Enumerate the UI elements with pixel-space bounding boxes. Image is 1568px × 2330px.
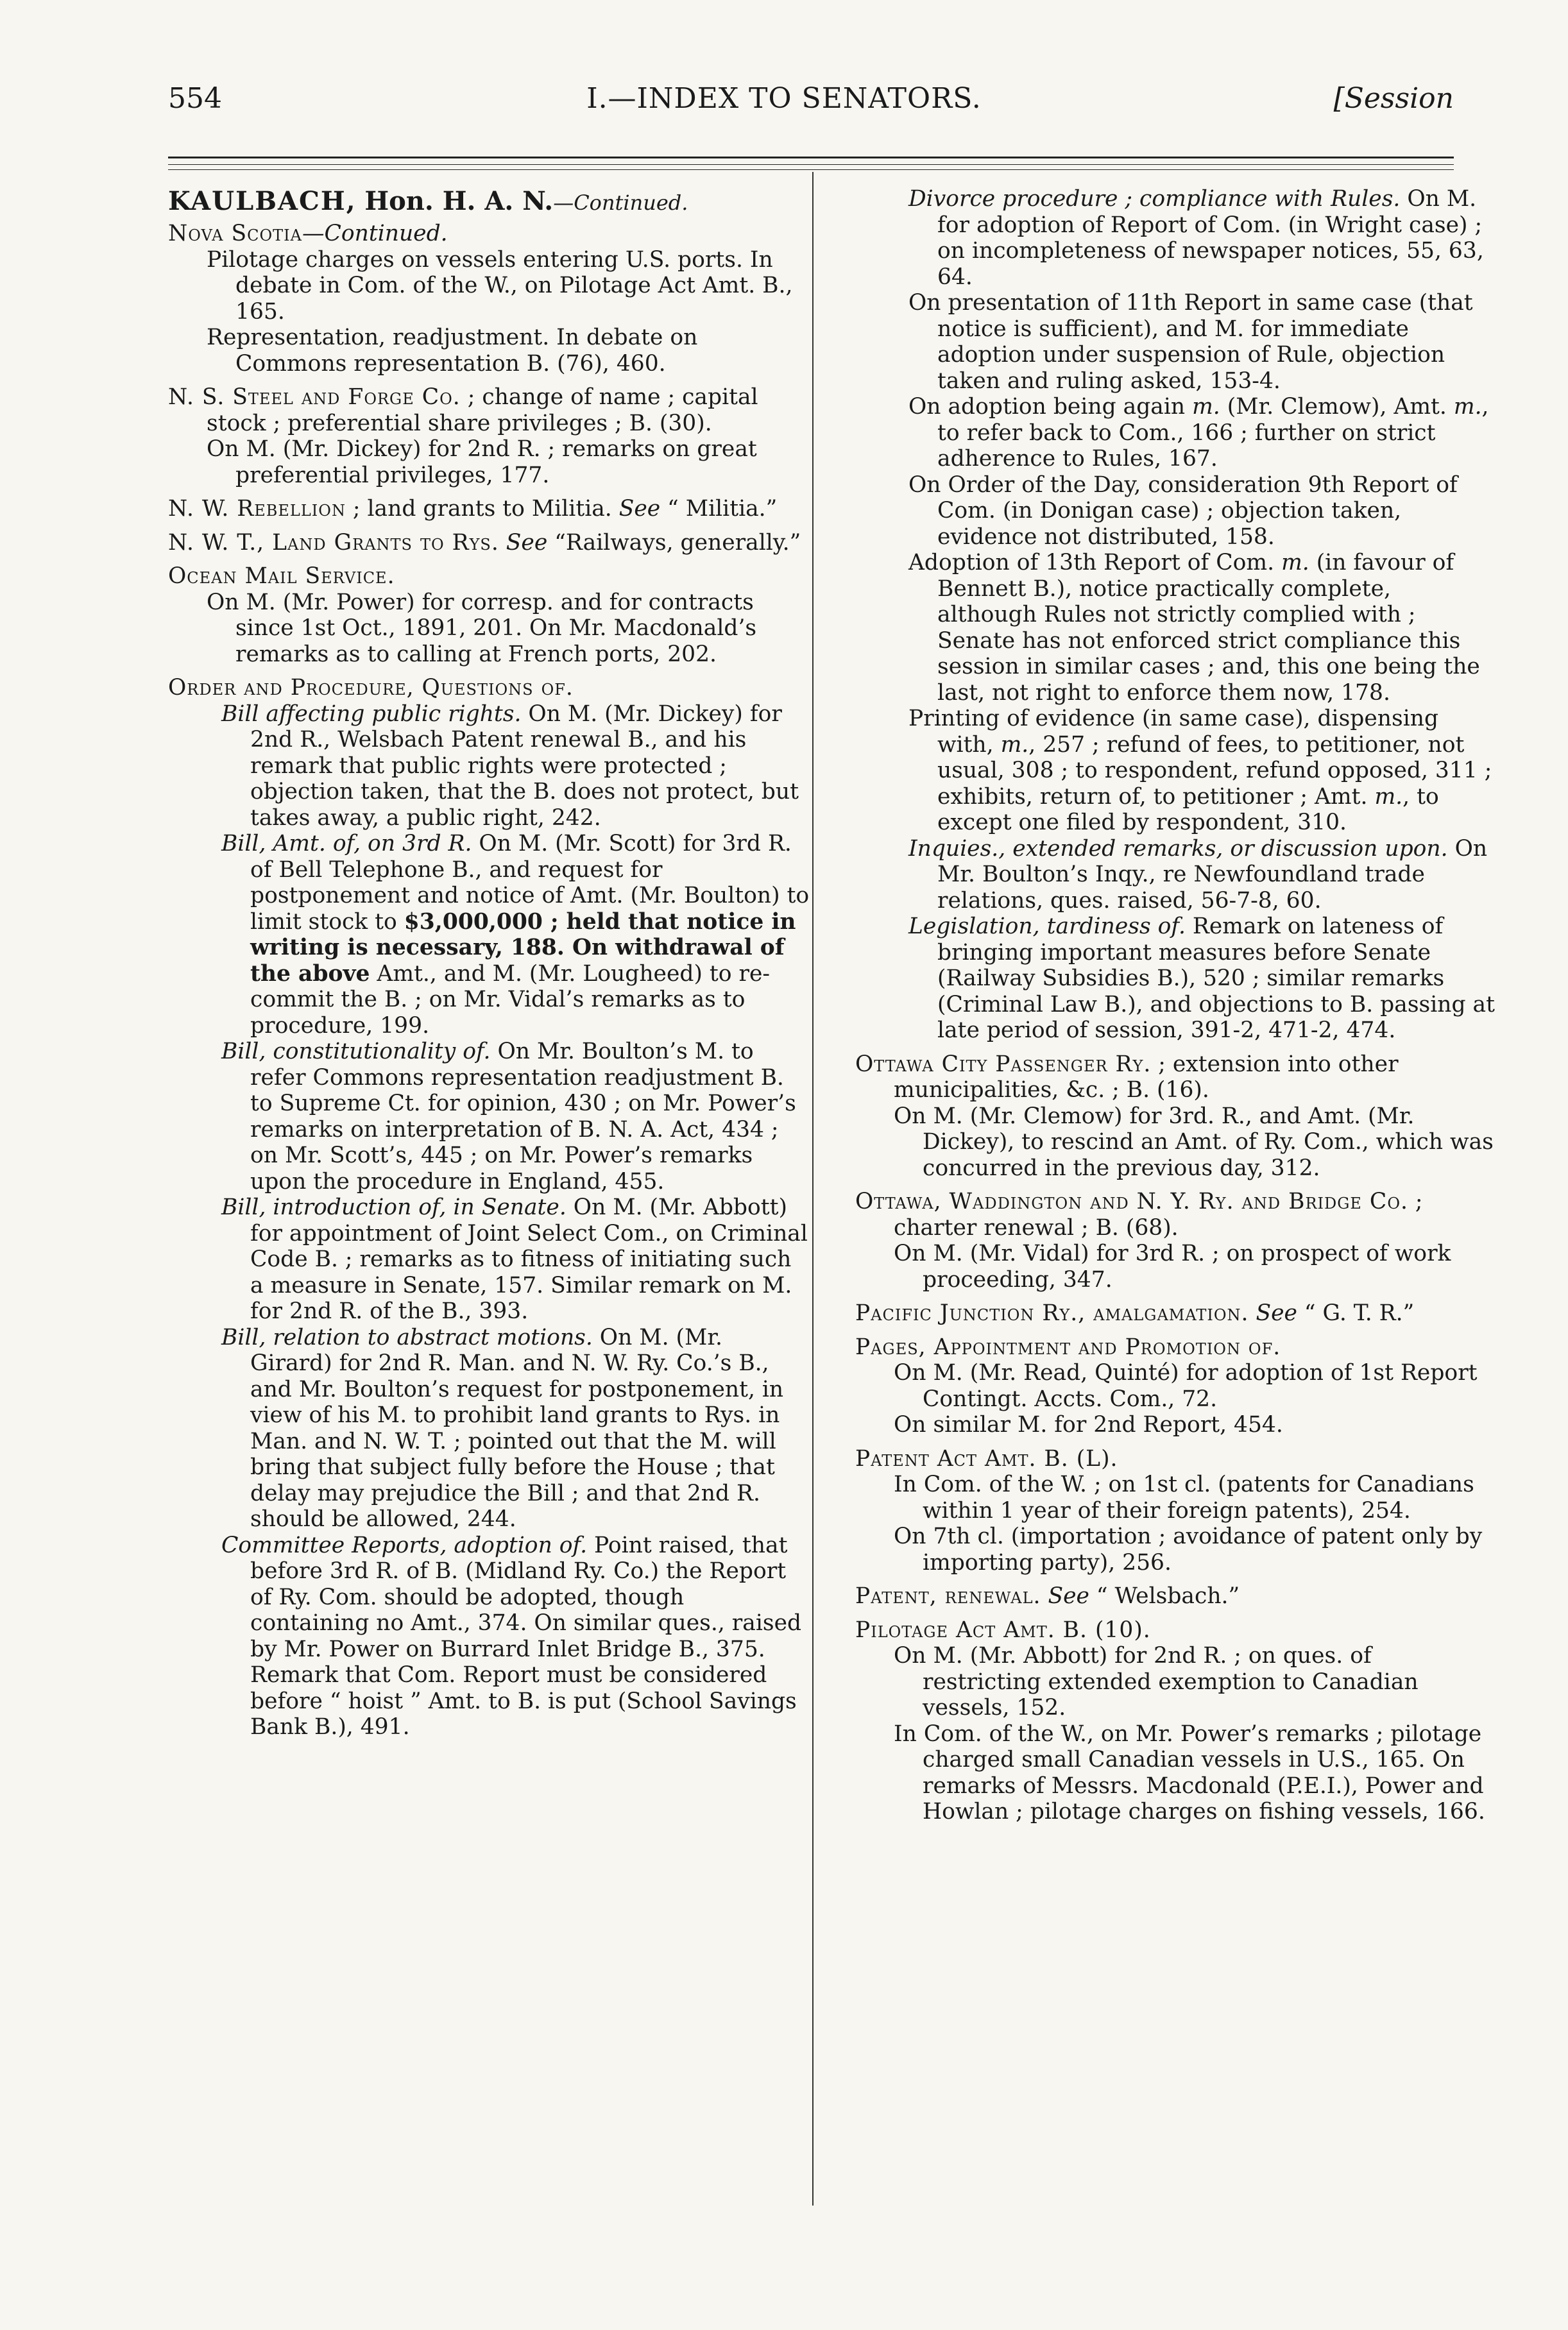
index-entry: Ottawa, Waddington and N. Y. Ry. and Bridge Co. ; charter renewal ; B. (68). [855, 1189, 1423, 1241]
senator-heading: KAULBACH, Hon. H. A. N.—Continued. [168, 186, 688, 216]
index-entry: Bill affecting public rights. On M. (Mr. Dickey) for 2nd R., Welsbach Patent renewal B., and his remark that public rights were protected ; objection taken, that the B. does not protect, but takes away, a public right, 242. [221, 701, 799, 831]
page-number: 554 [168, 82, 222, 115]
index-entry: In Com. of the W. ; on 1st cl. (patents for Canadians within 1 year of their foreign patents), 254. [894, 1472, 1474, 1524]
index-entry: On presentation of 11th Report in same case (that notice is sufficient), and M. for immediate adoption under suspension of Rule, objection taken and ruling asked, 153-4. [908, 290, 1473, 394]
index-entry: Committee Reports, adoption of. Point raised, that before 3rd R. of B. (Midland Ry. Co.) the Report of Ry. Com. should be adopted, though containing no Amt., 374. On similar ques., raised by Mr. Power on Burrard Inlet Bridge B., 375. Remark that Com. Report must be considered before “ hoist ” Amt. to B. is put (School Savings Bank B.), 491. [221, 1532, 802, 1740]
index-entry: Pilotage charges on vessels entering U.S. ports. In debate in Com. of the W., on Pilotage Act Amt. B., 165. [207, 246, 793, 325]
index-entry: N. S. Steel and Forge Co. ; change of name ; capital stock ; preferential share privileges ; B. (30). [168, 384, 758, 436]
section-heading: Pilotage Act Amt. B. (10). [855, 1617, 1151, 1643]
index-entry: On M. (Mr. Clemow) for 3rd. R., and Amt. (Mr. Dickey), to rescind an Amt. of Ry. Com., which was concurred in the previous day, 312. [894, 1103, 1494, 1181]
index-entry: In Com. of the W., on Mr. Power’s remarks ; pilotage charged small Canadian vessels in U.S., 165. On remarks of Messrs. Macdonald (P.E.I.), Power and Howlan ; pilotage charges on fishing vessels, 166. [894, 1721, 1485, 1824]
index-entry: On M. (Mr. Abbott) for 2nd R. ; on ques. of restricting extended exemption to Canadian vessels, 152. [894, 1643, 1419, 1721]
index-entry: Ottawa City Passenger Ry. ; extension into other municipalities, &c. ; B. (16). [855, 1051, 1399, 1103]
index-entry: Inquies., extended remarks, or discussion upon. On Mr. Boulton’s Inqy., re Newfoundland trade relations, ques. raised, 56-7-8, 60. [908, 835, 1488, 914]
index-entry: On M. (Mr. Read, Quinté) for adoption of 1st Report Contingt. Accts. Com., 72. [894, 1360, 1478, 1412]
index-entry: Printing of evidence (in same case), dispensing with, m., 257 ; refund of fees, to petitioner, not usual, 308 ; to respondent, refund opposed, 311 ; exhibits, return of, to petitioner ; Amt. m., to except one filed by respondent, 310. [908, 706, 1492, 835]
index-entry: Bill, Amt. of, on 3rd R. On M. (Mr. Scott) for 3rd R. of Bell Telephone B., and request for postponement and notice of Amt. (Mr. Boulton) to limit stock to $3,000,000 ; held that notice in writing is necessary, 188. On withdrawal of the above Amt., and M. (Mr. Lougheed) to re-commit the B. ; on Mr. Vidal’s remarks as to procedure, 199. [221, 831, 810, 1039]
index-entry: Patent, renewal. See “ Welsbach.” [855, 1583, 1240, 1609]
index-entry: Legislation, tardiness of. Remark on lateness of bringing important measures before Senate (Railway Subsidies B.), 520 ; similar remarks (Criminal Law B.), and objections to B. passing at late period of session, 391-2, 471-2, 474. [908, 914, 1495, 1043]
right-column [855, 186, 1497, 1825]
index-entry: On 7th cl. (importation ; avoidance of patent only by importing party), 256. [894, 1524, 1483, 1576]
header-rule [168, 157, 1454, 158]
index-entry: Bill, introduction of, in Senate. On M. (Mr. Abbott) for appointment of Joint Select Com., on Criminal Code B. ; remarks as to fitness of initiating such a measure in Senate, 157. Similar remark on M. for 2nd R. of the B., 393. [221, 1195, 808, 1324]
section-heading: Ocean Mail Service. [168, 563, 395, 589]
header-rule [168, 164, 1454, 165]
index-entry: On M. (Mr. Dickey) for 2nd R. ; remarks on great preferential privileges, 177. [207, 436, 757, 488]
section-heading: Nova Scotia—Continued. [168, 221, 448, 246]
section-heading: Pages, Appointment and Promotion of. [855, 1334, 1281, 1360]
index-entry: On similar M. for 2nd Report, 454. [894, 1412, 1283, 1438]
session-label: [Session [1333, 82, 1454, 115]
page-title: I.—INDEX TO SENATORS. [586, 82, 982, 115]
index-entry: Divorce procedure ; compliance with Rules. On M. for adoption of Report of Com. (in Wright case) ; on incompleteness of newspaper notices, 55, 63, 64. [908, 186, 1484, 290]
index-entry: N. W. T., Land Grants to Rys. See “Railways, generally.” [168, 529, 801, 556]
index-entry: On Order of the Day, consideration 9th Report of Com. (in Donigan case) ; objection taken, evidence not distributed, 158. [908, 472, 1458, 550]
index-entry: Representation, readjustment. In debate on Commons representation B. (76), 460. [207, 325, 698, 377]
header-rule [168, 169, 1454, 170]
index-entry: Bill, relation to abstract motions. On M. (Mr. Girard) for 2nd R. Man. and N. W. Ry. Co.’s B., and Mr. Boulton’s request for postponement, in view of his M. to prohibit land grants to Rys. in Man. and N. W. T. ; pointed out that the M. will bring that subject fully before the House ; that delay may prejudice the Bill ; and that 2nd R. should be allowed, 244. [221, 1324, 784, 1532]
section-heading: Order and Procedure, Questions of. [168, 675, 574, 701]
column-divider [812, 172, 814, 2206]
index-entry: Adoption of 13th Report of Com. m. (in favour of Bennett B.), notice practically complete, although Rules not strictly complied with ; Senate has not enforced strict compliance this session in similar cases ; and, this one being the last, not right to enforce them now, 178. [908, 550, 1480, 706]
index-entry: N. W. Rebellion ; land grants to Militia. See “ Militia.” [168, 496, 778, 522]
left-column [168, 186, 810, 1740]
index-entry: On M. (Mr. Vidal) for 3rd R. ; on prospect of work proceeding, 347. [894, 1241, 1451, 1293]
index-entry: On adoption being again m. (Mr. Clemow), Amt. m., to refer back to Com., 166 ; further on strict adherence to Rules, 167. [908, 394, 1489, 472]
section-heading: Patent Act Amt. B. (L). [855, 1445, 1118, 1472]
index-entry: Pacific Junction Ry., amalgamation. See “ G. T. R.” [855, 1300, 1415, 1326]
index-entry: On M. (Mr. Power) for corresp. and for contracts since 1st Oct., 1891, 201. On Mr. Macdonald’s remarks as to calling at French ports, 202. [207, 589, 757, 667]
index-entry: Bill, constitutionality of. On Mr. Boulton’s M. to refer Commons representation readjustment B. to Supreme Ct. for opinion, 430 ; on Mr. Power’s remarks on interpretation of B. N. A. Act, 434 ; on Mr. Scott’s, 445 ; on Mr. Power’s remarks upon the procedure in England, 455. [221, 1039, 796, 1195]
